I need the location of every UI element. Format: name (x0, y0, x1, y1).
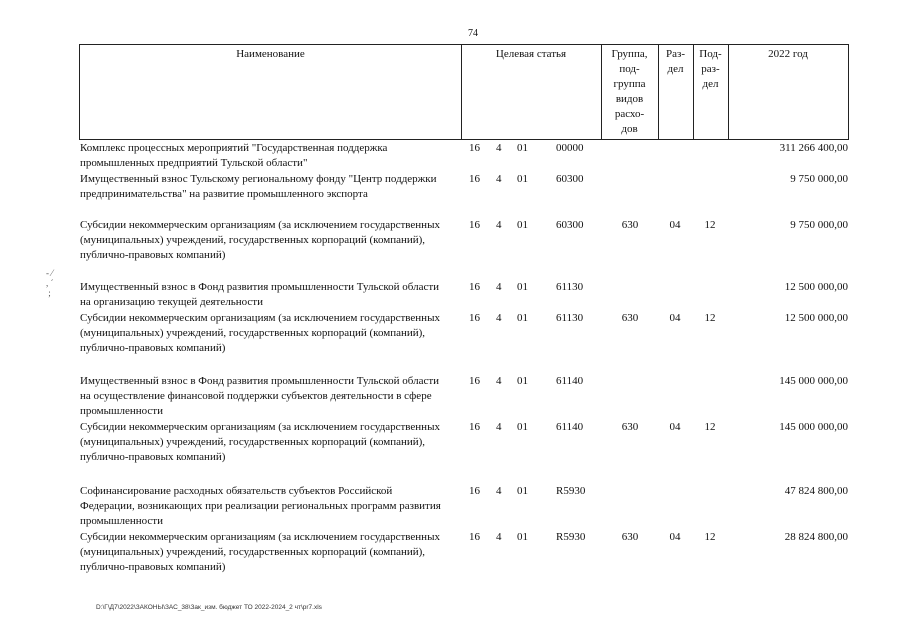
row-c3: 01 (517, 375, 528, 387)
row-name: Имущественный взнос в Фонд развития промышленности Тульской области на организацию текущей деятельности (80, 281, 440, 308)
row-group: 630 (621, 219, 639, 231)
scan-marks: ‑ ⁄ , ˊ ; (46, 268, 54, 298)
row-c3: 01 (517, 531, 528, 543)
file-path-footer: D:\Г\Д7\2022\ЗАКОНЫ\ЗАС_38\Зак_изм. бюджет ТО 2022-2024_2 чт\pr7.xls (96, 604, 322, 611)
row-c4: 61130 (556, 281, 584, 293)
row-c2: 4 (496, 485, 502, 497)
row-c2: 4 (496, 375, 502, 387)
row-c1: 16 (469, 375, 480, 387)
row-c3: 01 (517, 281, 528, 293)
row-c1: 16 (469, 312, 480, 324)
row-c4: R5930 (556, 485, 586, 497)
row-c1: 16 (469, 485, 480, 497)
row-amount: 47 824 800,00 (784, 485, 848, 497)
row-c1: 16 (469, 142, 480, 154)
row-name: Комплекс процессных мероприятий "Государственная поддержка промышленных предприятий Тульской области" (80, 142, 388, 169)
row-c2: 4 (496, 219, 502, 231)
row-subsection: 12 (704, 531, 716, 543)
row-group: 630 (621, 531, 639, 543)
row-amount: 28 824 800,00 (784, 531, 848, 543)
row-amount: 311 266 400,00 (779, 142, 848, 154)
row-c4: 61140 (556, 421, 584, 433)
row-c1: 16 (469, 421, 480, 433)
row-name: Субсидии некоммерческим организациям (за исключением государственных (муниципальных) учреждений, государственных корпораций (компаний), публично-правовых компаний) (80, 421, 440, 463)
header-group: Группа, под- группа видов расхо- дов (611, 48, 648, 135)
row-group: 630 (621, 421, 639, 433)
row-name: Субсидии некоммерческим организациям (за исключением государственных (муниципальных) учреждений, государственных корпораций (компаний), публично-правовых компаний) (80, 312, 440, 354)
row-c4: 61130 (556, 312, 584, 324)
row-amount: 12 500 000,00 (784, 281, 848, 293)
row-c4: R5930 (556, 531, 586, 543)
row-section: 04 (669, 421, 681, 433)
row-section: 04 (669, 531, 681, 543)
row-name: Имущественный взнос Тульскому региональному фонду "Центр поддержки предпринимательства" на развитие промышленного экспорта (80, 173, 437, 200)
row-c1: 16 (469, 219, 480, 231)
row-c3: 01 (517, 421, 528, 433)
header-name: Наименование (236, 48, 305, 60)
row-amount: 145 000 000,00 (779, 421, 848, 433)
row-c3: 01 (517, 219, 528, 231)
header-subsection: Под- раз- дел (699, 48, 722, 90)
row-section: 04 (669, 312, 681, 324)
row-c2: 4 (496, 312, 502, 324)
header-section: Раз- дел (665, 48, 685, 75)
row-c2: 4 (496, 531, 502, 543)
row-c1: 16 (469, 281, 480, 293)
row-amount: 9 750 000,00 (790, 173, 848, 185)
row-group: 630 (621, 312, 639, 324)
table-header (79, 44, 849, 140)
row-c2: 4 (496, 173, 502, 185)
row-subsection: 12 (704, 219, 716, 231)
row-subsection: 12 (704, 312, 716, 324)
row-c4: 60300 (556, 173, 584, 185)
row-c1: 16 (469, 531, 480, 543)
row-c1: 16 (469, 173, 480, 185)
row-section: 04 (669, 219, 681, 231)
page-number: 74 (468, 28, 478, 39)
row-c2: 4 (496, 281, 502, 293)
row-c4: 60300 (556, 219, 584, 231)
row-c3: 01 (517, 312, 528, 324)
row-name: Имущественный взнос в Фонд развития промышленности Тульской области на осуществление финансовой поддержки субъектов деятельности в сфере промышленности (80, 375, 440, 417)
row-c3: 01 (517, 173, 528, 185)
row-amount: 12 500 000,00 (784, 312, 848, 324)
row-name: Субсидии некоммерческим организациям (за исключением государственных (муниципальных) учреждений, государственных корпораций (компаний), публично-правовых компаний) (80, 531, 440, 573)
row-amount: 145 000 000,00 (779, 375, 848, 387)
row-name: Софинансирование расходных обязательств субъектов Российской Федерации, возникающих при реализации региональных программ развития промышленности (80, 485, 441, 527)
row-c2: 4 (496, 142, 502, 154)
row-c2: 4 (496, 421, 502, 433)
row-subsection: 12 (704, 421, 716, 433)
row-amount: 9 750 000,00 (790, 219, 848, 231)
row-c4: 61140 (556, 375, 584, 387)
header-target: Целевая статья (495, 48, 567, 60)
row-c3: 01 (517, 485, 528, 497)
row-c3: 01 (517, 142, 528, 154)
row-c4: 00000 (556, 142, 584, 154)
row-name: Субсидии некоммерческим организациям (за исключением государственных (муниципальных) учреждений, государственных корпораций (компаний), публично-правовых компаний) (80, 219, 440, 261)
header-year: 2022 год (768, 48, 808, 60)
